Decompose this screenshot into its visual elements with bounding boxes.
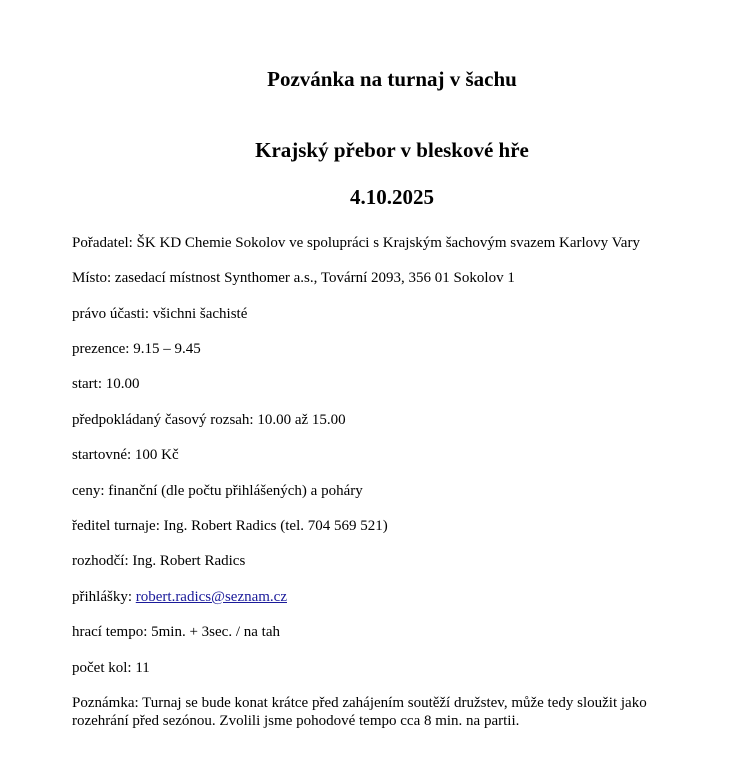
prizes-line: ceny: finanční (dle počtu přihlášených) a poháry bbox=[72, 483, 363, 499]
arbiter-line: rozhodčí: Ing. Robert Radics bbox=[72, 553, 246, 569]
entries-line bbox=[72, 588, 287, 606]
eligibility-line: právo účasti: všichni šachisté bbox=[72, 306, 248, 322]
entries-label: přihlášky: bbox=[72, 589, 136, 605]
fee-line: startovné: 100 Kč bbox=[72, 447, 179, 463]
time-control-line: hrací tempo: 5min. + 3sec. / na tah bbox=[72, 624, 280, 640]
registration-line: prezence: 9.15 – 9.45 bbox=[72, 341, 201, 357]
rounds-line: počet kol: 11 bbox=[72, 660, 150, 676]
organizer-line: Pořadatel: ŠK KD Chemie Sokolov ve spolupráci s Krajským šachovým svazem Karlovy Vary bbox=[72, 235, 640, 251]
time-range-line: předpokládaný časový rozsah: 10.00 až 15.00 bbox=[72, 412, 346, 428]
entries-email-link[interactable]: robert.radics@seznam.cz bbox=[135, 589, 287, 605]
start-line: start: 10.00 bbox=[72, 376, 140, 392]
document-subtitle: Krajský přebor v bleskové hře bbox=[255, 138, 529, 162]
director-line: ředitel turnaje: Ing. Robert Radics (tel. 704 569 521) bbox=[72, 518, 388, 534]
venue-line: Místo: zasedací místnost Synthomer a.s., Tovární 2093, 356 01 Sokolov 1 bbox=[72, 270, 515, 286]
document-date: 4.10.2025 bbox=[350, 185, 434, 209]
note-paragraph: Poznámka: Turnaj se bude konat krátce před zahájením soutěží družstev, může tedy sloužit jako rozehrání před sezónou. Zvolili jsme pohodové tempo cca 8 min. na partii. bbox=[72, 695, 647, 729]
document-title: Pozvánka na turnaj v šachu bbox=[267, 67, 517, 91]
